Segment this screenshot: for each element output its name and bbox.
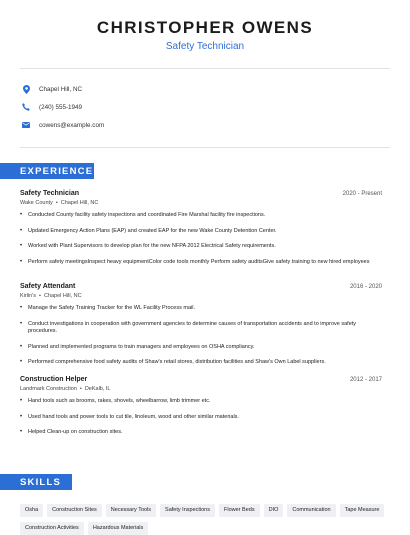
job-location: Chapel Hill, NC: [43, 293, 82, 299]
job-bullet: • Performed comprehensive food safety audits of Shaw's retail stores, distribution facilities and Shaw's Own Label suppliers.: [20, 359, 382, 367]
job-bullet: • Conducted County facility safety inspections and coordinated Fire Marshal facility fire inspections.: [20, 212, 382, 220]
skill-tag: Tape Measure: [340, 504, 385, 517]
job-bullet: • Worked with Plant Supervisors to develop plan for the new NFPA 2012 Electrical Safety requirements.: [20, 243, 382, 251]
contact-phone: [22, 103, 82, 111]
job-bullet: • Used hand tools and power tools to cut tile, linoleum, wood and other similar materials.: [20, 414, 382, 422]
job-employer: Kirlin's • Chapel Hill, NC: [20, 293, 82, 299]
job-entry: [20, 283, 382, 375]
job-location: Chapel Hill, NC: [60, 200, 99, 206]
map-pin-icon: [22, 85, 30, 93]
job-bullet: • Helped Clean-up on construction sites.: [20, 429, 382, 437]
job-bullets: [20, 305, 382, 367]
section-skills-header: SKILLS: [0, 474, 72, 490]
email-text: cowens@example.com: [39, 121, 105, 129]
contact-email: [22, 121, 104, 129]
job-title: Safety Technician: [20, 190, 80, 197]
job-bullet: • Perform safety meetingsInspect heavy equipmentColor code tools monthly Perform safety auditsGive safety training to new hired employees: [20, 259, 382, 267]
skills-list: [20, 504, 395, 535]
skill-tag: Construction Activities: [20, 522, 84, 535]
skill-tag: Construction Sites: [47, 504, 102, 517]
job-bullet: • Updated Emergency Action Plans (EAP) and created EAP for the new Wake County Detention Center.: [20, 228, 382, 236]
phone-text: (240) 555-1949: [39, 103, 83, 111]
job-bullet: • Conduct investigations in cooperation with government agencies to determine causes of transportation accidents and to improve safety procedures.: [20, 321, 382, 336]
contact-location: [22, 85, 82, 93]
skill-tag: DIO: [264, 504, 284, 517]
candidate-title: Safety Technician: [165, 41, 245, 52]
job-dates: 2012 - 2017: [349, 377, 382, 383]
location-text: Chapel Hill, NC: [39, 85, 83, 93]
skill-tag: Flower Beds: [219, 504, 260, 517]
job-location: DeKalb, IL: [84, 386, 111, 392]
job-dates: 2020 - Present: [342, 191, 382, 197]
job-bullets: [20, 212, 382, 266]
job-employer: Wake County • Chapel Hill, NC: [20, 200, 99, 206]
skill-tag: Communication: [287, 504, 335, 517]
skill-tag: Safety Inspections: [160, 504, 215, 517]
job-title: Construction Helper: [20, 376, 88, 383]
job-dates: 2016 - 2020: [349, 284, 382, 290]
job-bullets: [20, 398, 382, 437]
job-bullet: • Manage the Safety Training Tracker for the WL Facility Process mail.: [20, 305, 382, 313]
job-bullet: • Planned and implemented programs to train managers and employees on OSHA compliancy.: [20, 344, 382, 352]
job-employer: Landmark Construction • DeKalb, IL: [20, 386, 111, 392]
skill-tag: Osha: [20, 504, 43, 517]
job-company: Wake County: [20, 200, 53, 206]
job-entry: [20, 376, 382, 445]
contact-divider: [20, 147, 390, 148]
job-bullet: • Hand tools such as brooms, rakes, shovels, wheelbarrow, limb trimmer etc.: [20, 398, 382, 406]
skill-tag: Necessary Tools: [106, 504, 156, 517]
header-divider: [20, 68, 390, 69]
job-company: Landmark Construction: [20, 386, 77, 392]
job-entry: [20, 190, 382, 274]
skill-tag: Hazardous Materials: [88, 522, 148, 535]
section-experience-header: EXPERIENCE: [0, 163, 94, 179]
candidate-name: CHRISTOPHER OWENS: [96, 18, 314, 37]
phone-icon: [22, 103, 30, 111]
job-company: Kirlin's: [20, 293, 37, 299]
email-icon: [22, 121, 30, 129]
job-title: Safety Attendant: [20, 283, 76, 290]
